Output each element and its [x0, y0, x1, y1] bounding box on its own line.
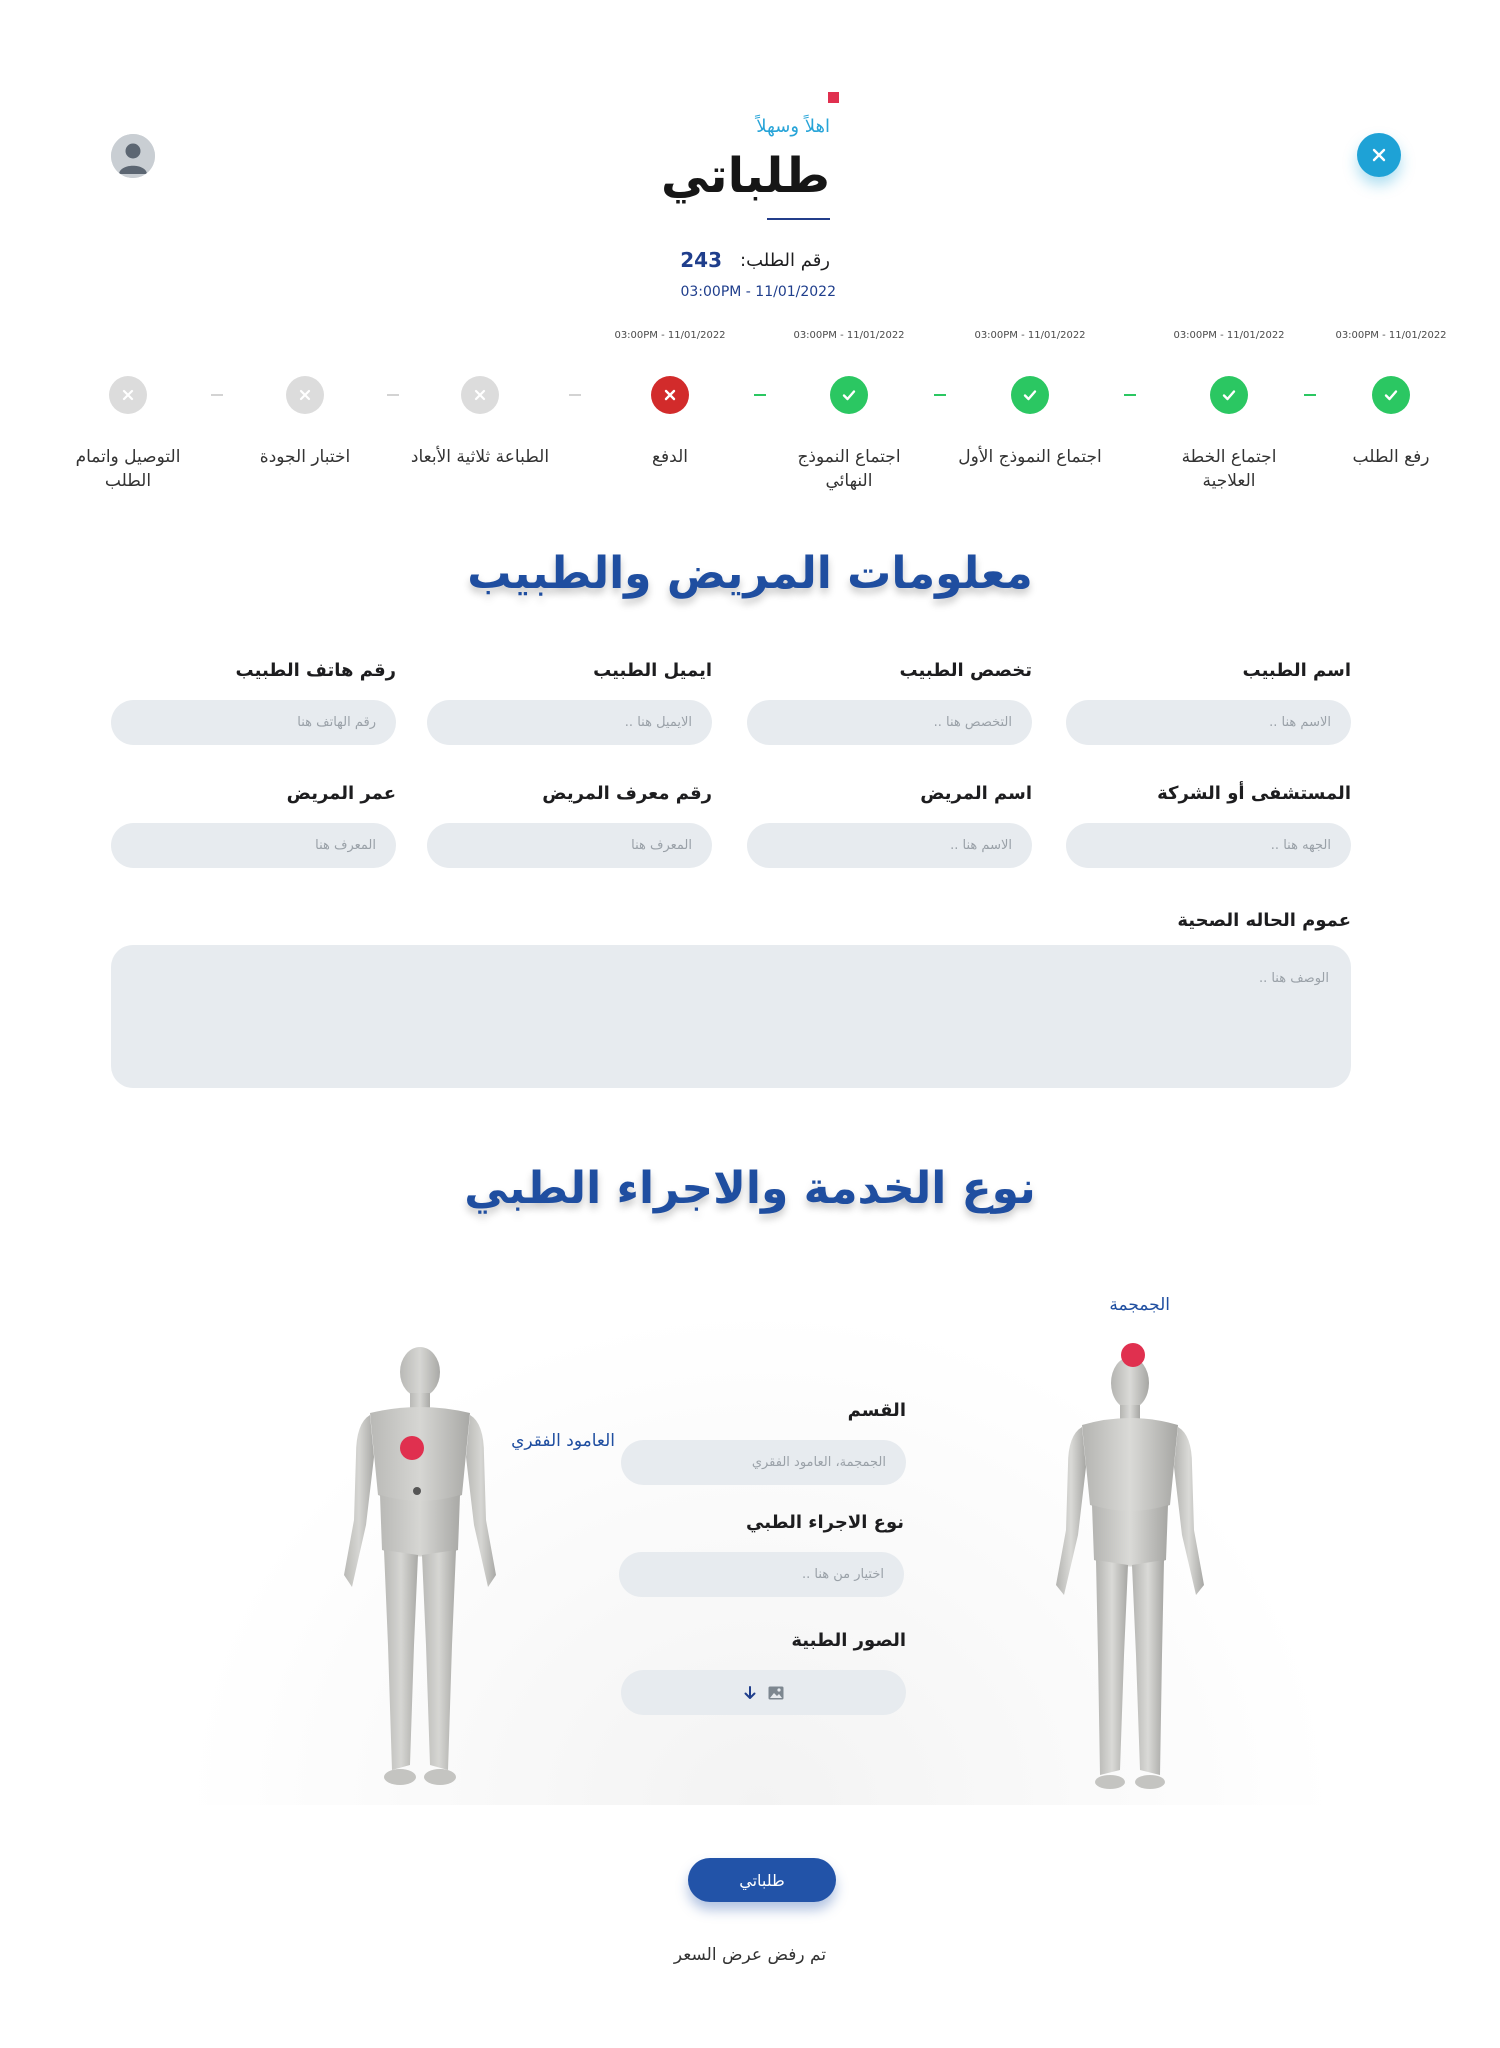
step-connector [1304, 394, 1316, 396]
order-number-label: رقم الطلب: [740, 250, 830, 271]
avatar[interactable] [111, 134, 155, 178]
step-label: الدفع [651, 447, 688, 467]
step-connector [1124, 394, 1136, 396]
download-arrow-icon [744, 1686, 756, 1700]
field-label: اسم المريض [920, 783, 1032, 804]
text-field[interactable] [427, 700, 712, 745]
step-status-done [830, 376, 868, 414]
step-connector [387, 394, 399, 396]
text-field[interactable] [111, 823, 396, 868]
step-label: الطباعة ثلاثية الأبعاد [410, 447, 550, 467]
step-connector [211, 394, 223, 396]
step-label: اختبار الجودة [259, 447, 351, 467]
close-icon [298, 388, 312, 402]
step-status-done [1210, 376, 1248, 414]
skull-marker[interactable] [1121, 1343, 1145, 1367]
step-label: التوصيل واتمام الطلب [75, 447, 181, 491]
step-status-pending [461, 376, 499, 414]
step-label: اجتماع النموذج النهائي [797, 447, 901, 491]
page-title: طلباتي [660, 148, 830, 204]
step-status-done [1372, 376, 1410, 414]
order-date: 11/01/2022 - 03:00PM [680, 284, 836, 300]
spine-marker[interactable] [400, 1436, 424, 1460]
field-label: اسم الطبيب [1242, 660, 1351, 681]
text-field[interactable] [1066, 823, 1351, 868]
check-icon [1220, 386, 1238, 404]
step-connector [754, 394, 766, 396]
field-label: رقم هاتف الطبيب [235, 660, 396, 681]
spine-label: العامود الفقري [511, 1431, 615, 1451]
step-date: 11/01/2022 - 03:00PM [793, 330, 905, 341]
procedure-select[interactable] [619, 1552, 904, 1597]
medical-images-upload[interactable] [621, 1670, 906, 1715]
step-label: رفع الطلب [1352, 447, 1430, 467]
section-title-service: نوع الخدمة والاجراء الطبي [464, 1163, 1036, 1214]
field-label: المستشفى أو الشركة [1157, 783, 1351, 804]
close-icon [663, 388, 677, 402]
medical-images-label: الصور الطبية [791, 1630, 906, 1651]
department-label: القسم [847, 1400, 906, 1421]
text-field[interactable] [1066, 700, 1351, 745]
check-icon [840, 386, 858, 404]
health-description-field[interactable] [111, 945, 1351, 1088]
step-connector [934, 394, 946, 396]
step-status-pending [286, 376, 324, 414]
close-button[interactable] [1357, 133, 1401, 177]
check-icon [1021, 386, 1039, 404]
greeting-text: اهلاً وسهلاً [756, 116, 830, 137]
check-icon [1382, 386, 1400, 404]
close-icon [121, 388, 135, 402]
step-status-pending [109, 376, 147, 414]
front-body-figure [1040, 1345, 1220, 1795]
text-field[interactable] [747, 700, 1032, 745]
procedure-label: نوع الاجراء الطبي [745, 1512, 904, 1533]
section-title-patient: معلومات المريض والطبيب [467, 548, 1033, 599]
field-label: ايميل الطبيب [593, 660, 712, 681]
step-date: 11/01/2022 - 03:00PM [1173, 330, 1285, 341]
title-underline [767, 218, 830, 220]
field-label: رقم معرف المريض [542, 783, 712, 804]
step-date: 11/01/2022 - 03:00PM [974, 330, 1086, 341]
back-body-figure [330, 1345, 510, 1795]
health-label: عموم الحاله الصحية [1177, 910, 1351, 931]
close-icon [473, 388, 487, 402]
department-field[interactable] [621, 1440, 906, 1485]
decorative-square [828, 92, 839, 103]
step-date: 11/01/2022 - 03:00PM [614, 330, 726, 341]
user-icon [111, 134, 155, 178]
field-label: تخصص الطبيب [899, 660, 1032, 681]
skull-label: الجمجمة [1109, 1295, 1170, 1315]
text-field[interactable] [427, 823, 712, 868]
order-number-value: 243 [680, 248, 722, 272]
step-label: اجتماع الخطة العلاجية [1181, 447, 1277, 491]
step-label: اجتماع النموذج الأول [958, 447, 1102, 467]
step-status-failed [651, 376, 689, 414]
step-status-done [1011, 376, 1049, 414]
step-date: 11/01/2022 - 03:00PM [1335, 330, 1447, 341]
status-text: تم رفض عرض السعر [673, 1945, 827, 1965]
close-icon [1371, 147, 1387, 163]
field-label: عمر المريض [286, 783, 396, 804]
my-orders-button[interactable]: طلباتي [688, 1858, 836, 1902]
step-connector [569, 394, 581, 396]
text-field[interactable] [111, 700, 396, 745]
image-icon [768, 1686, 784, 1700]
text-field[interactable] [747, 823, 1032, 868]
